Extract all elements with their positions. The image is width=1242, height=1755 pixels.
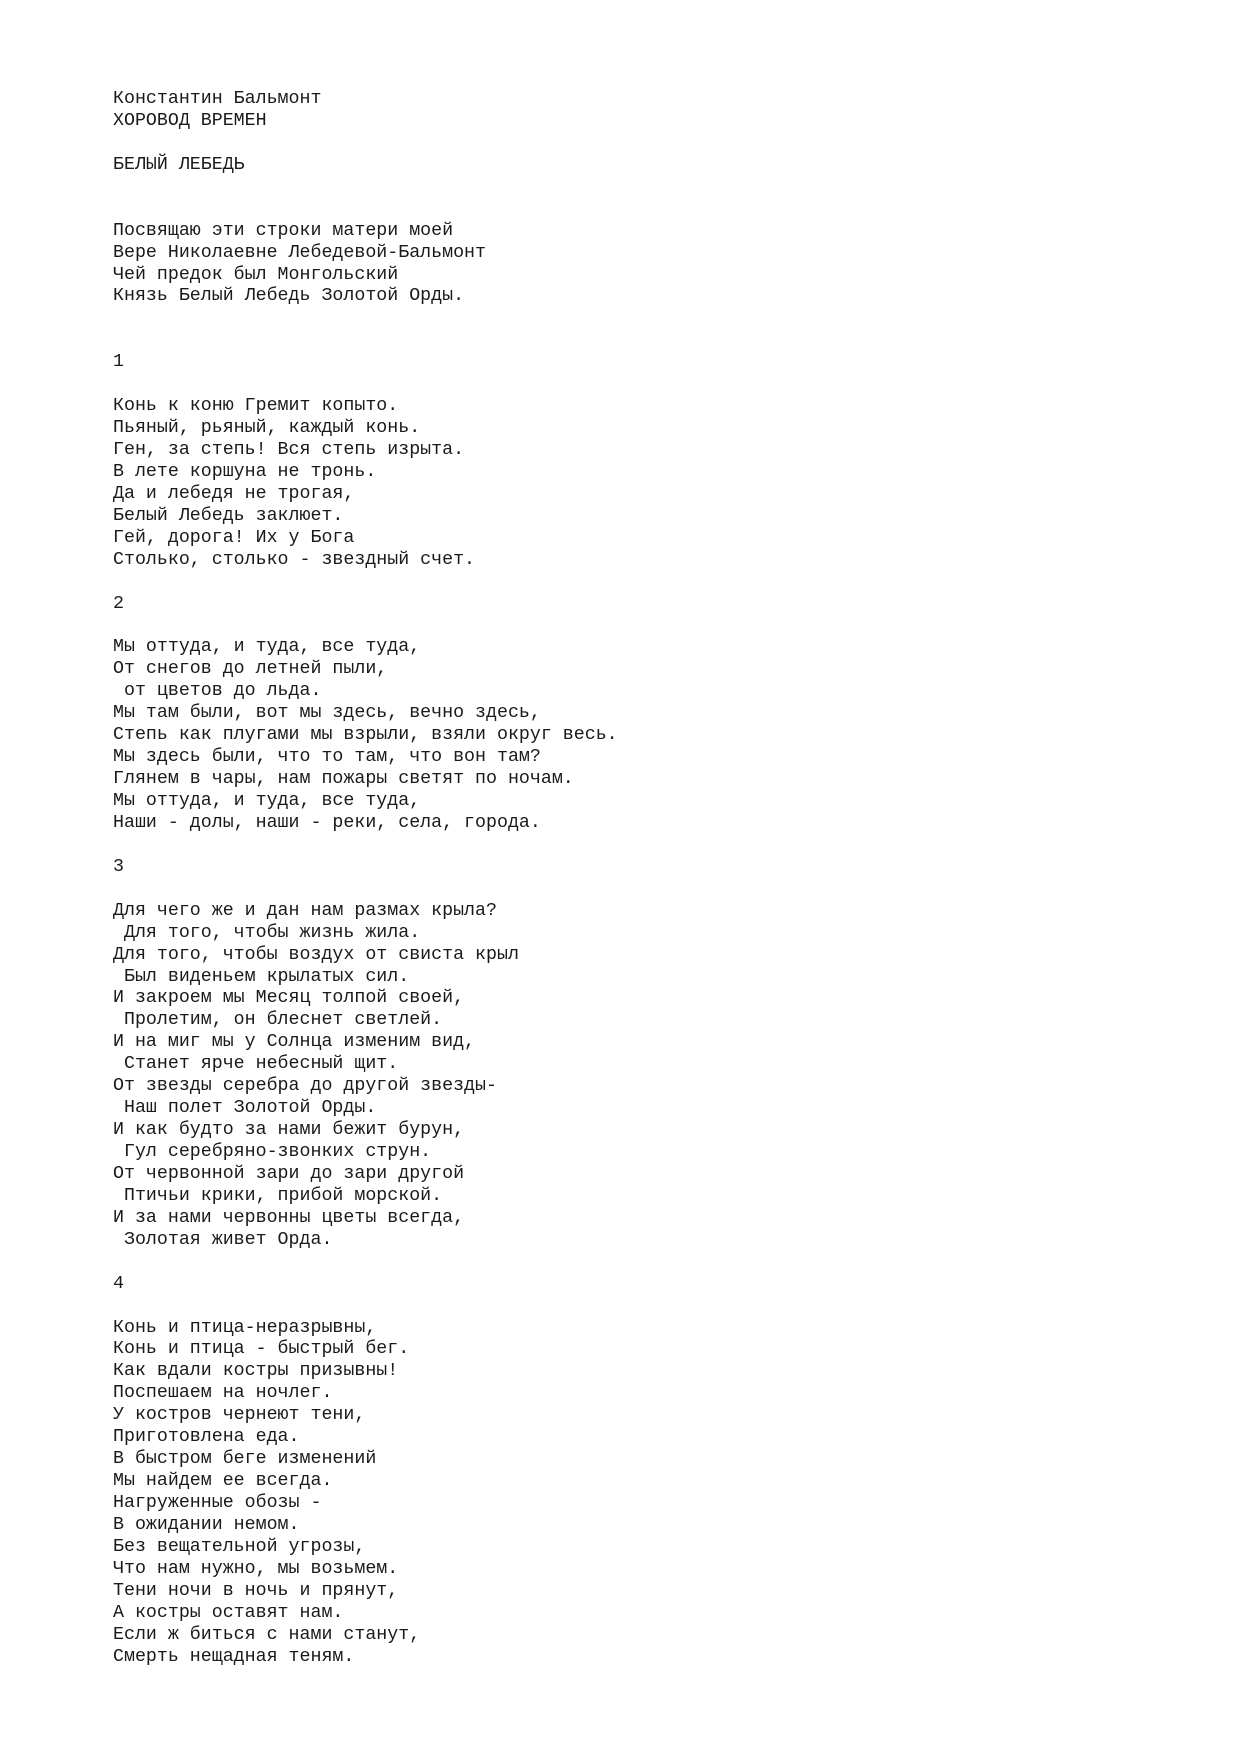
- verse-line: Конь и птица-неразрывны,: [113, 1317, 377, 1338]
- verse-line: Мы здесь были, что то там, что вон там?: [113, 747, 541, 768]
- verse-line: От червонной зари до зари другой: [113, 1163, 465, 1184]
- blank-line: [113, 1252, 618, 1274]
- poem-title: БЕЛЫЙ ЛЕБЕДЬ: [113, 154, 245, 175]
- verse-line: Если ж биться с нами станут,: [113, 1624, 421, 1645]
- verse-line: Белый Лебедь заклюет.: [113, 505, 344, 526]
- verse-line: В лете коршуна не тронь.: [113, 461, 377, 482]
- verse-line: от цветов до льда.: [113, 681, 322, 702]
- verse-line: Птичьи крики, прибой морской.: [113, 1185, 443, 1206]
- verse-line: Мы там были, вот мы здесь, вечно здесь,: [113, 703, 541, 724]
- verse-line: Мы оттуда, и туда, все туда,: [113, 791, 421, 811]
- verse-line: Гул серебряно-звонких струн.: [113, 1142, 432, 1162]
- book-title: ХОРОВОД ВРЕМЕН: [113, 110, 267, 131]
- verse-line: В быстром беге изменений: [113, 1449, 377, 1470]
- verse-line: Столько, столько - звездный счет.: [113, 549, 476, 570]
- blank-line: [113, 572, 618, 594]
- verse-line: Пьяный, рьяный, каждый конь.: [113, 418, 421, 439]
- blank-line: [113, 330, 618, 352]
- blank-line: [113, 835, 618, 857]
- verse-line: Для чего же и дан нам размах крыла?: [113, 900, 497, 921]
- section-1: [113, 352, 618, 571]
- section-number: 3: [113, 856, 124, 877]
- verse-line: Наши - долы, наши - реки, села, города.: [113, 812, 541, 833]
- dedication-line: Князь Белый Лебедь Золотой Орды.: [113, 286, 465, 307]
- verse-line: Гей, дорога! Их у Бога: [113, 527, 355, 548]
- section-4: [113, 1274, 618, 1669]
- section-2: [113, 594, 618, 835]
- verse-line: От звезды серебра до другой звезды-: [113, 1076, 497, 1097]
- poem-text: [113, 89, 618, 1669]
- dedication-line: Вере Николаевне Лебедевой-Бальмонт: [113, 242, 486, 263]
- verse-line: Тени ночи в ночь и прянут,: [113, 1580, 399, 1601]
- section-number: 4: [113, 1273, 124, 1294]
- author-name: Константин Бальмонт: [113, 89, 322, 109]
- verse-line: И как будто за нами бежит бурун,: [113, 1120, 465, 1141]
- verse-line: Мы найдем ее всегда.: [113, 1471, 333, 1492]
- verse-line: Для того, чтобы воздух от свиста крыл: [113, 944, 519, 965]
- verse-line: Нагруженные обозы -: [113, 1493, 322, 1513]
- verse-line: Был виденьем крылатых сил.: [113, 966, 410, 987]
- blank-line: [113, 308, 618, 330]
- verse-line: Глянем в чары, нам пожары светят по ночам.: [113, 769, 574, 790]
- verse-line: И на миг мы у Солнца изменим вид,: [113, 1032, 476, 1053]
- verse-line: Золотая живет Орда.: [113, 1229, 333, 1250]
- blank-line: [113, 879, 618, 901]
- verse-line: Приготовлена еда.: [113, 1427, 300, 1448]
- verse-line: Для того, чтобы жизнь жила.: [113, 922, 421, 943]
- blank-line: [113, 177, 618, 199]
- verse-line: Поспешаем на ночлег.: [113, 1383, 333, 1404]
- verse-line: А костры оставят нам.: [113, 1602, 344, 1623]
- verse-line: В ожидании немом.: [113, 1514, 300, 1535]
- section-3: [113, 857, 618, 1252]
- dedication: [113, 221, 618, 309]
- blank-line: [113, 1296, 618, 1318]
- verse-line: Смерть нещадная теням.: [113, 1646, 355, 1667]
- verse-line: У костров чернеют тени,: [113, 1405, 366, 1426]
- verse-line: Ген, за степь! Вся степь изрыта.: [113, 440, 465, 460]
- verse-line: Да и лебедя не трогая,: [113, 483, 355, 504]
- section-number: 1: [113, 352, 124, 373]
- blank-line: [113, 133, 618, 155]
- verse-line: Что нам нужно, мы возьмем.: [113, 1558, 399, 1579]
- section-number: 2: [113, 593, 124, 614]
- verse-line: Без вещательной угрозы,: [113, 1536, 366, 1557]
- verse-line: Мы оттуда, и туда, все туда,: [113, 637, 421, 658]
- verse-line: Станет ярче небесный щит.: [113, 1054, 399, 1075]
- dedication-line: Чей предок был Монгольский: [113, 264, 399, 285]
- verse-line: И за нами червонны цветы всегда,: [113, 1207, 465, 1228]
- verse-line: Наш полет Золотой Орды.: [113, 1098, 377, 1119]
- dedication-line: Посвящаю эти строки матери моей: [113, 220, 454, 241]
- verse-line: Пролетим, он блеснет светлей.: [113, 1010, 443, 1031]
- verse-line: Как вдали костры призывны!: [113, 1361, 399, 1382]
- verse-line: И закроем мы Месяц толпой своей,: [113, 988, 465, 1009]
- verse-line: От снегов до летней пыли,: [113, 659, 388, 680]
- verse-line: Степь как плугами мы взрыли, взяли округ весь.: [113, 725, 618, 746]
- blank-line: [113, 616, 618, 638]
- verse-line: Конь и птица - быстрый бег.: [113, 1339, 410, 1360]
- verse-line: Конь к коню Гремит копыто.: [113, 396, 399, 417]
- blank-line: [113, 199, 618, 221]
- blank-line: [113, 374, 618, 396]
